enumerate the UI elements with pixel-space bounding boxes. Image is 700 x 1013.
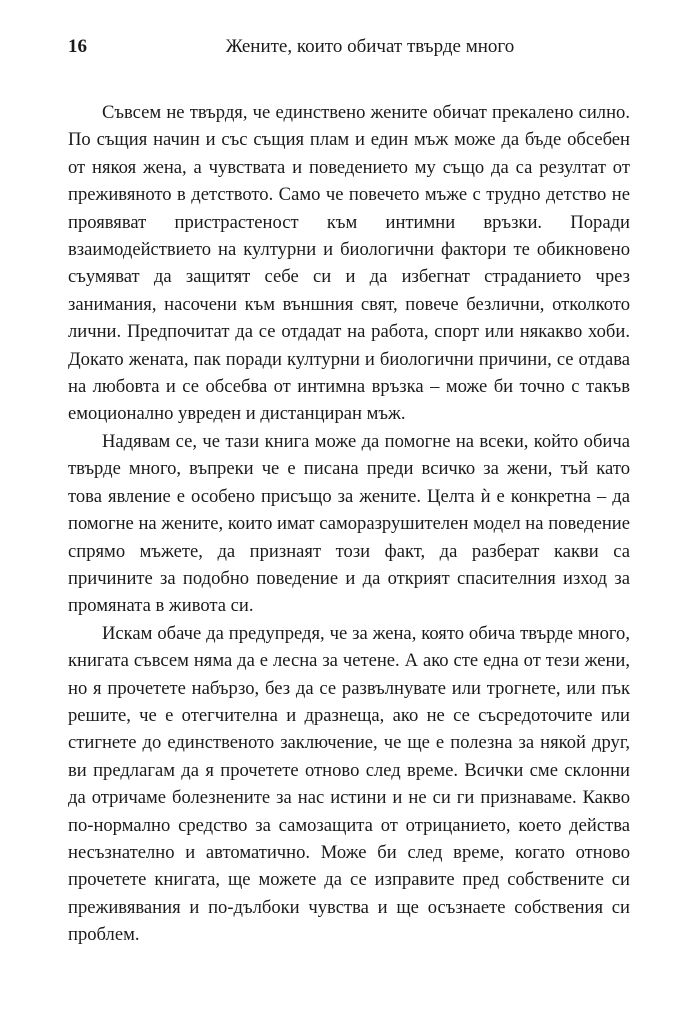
paragraph-1: Съвсем не твърдя, че единствено жените обичат прекалено силно. По същия начин и със същия плам и един мъж може да бъде обсебен от някоя жена, а чувствата и поведението му също да са резултат от преживяното в детството. Само че повечето мъже с трудно детство не проявяват пристрастеност към интимни връзки. Поради взаимодействието на културни и биологични фактори те обикновено съумяват да защитят себе си и да избегнат страданието чрез занимания, насочени към външния свят, повече безлични, отколкото лични. Предпочитат да се отдадат на работа, спорт или някакво хоби. Докато жената, пак поради културни и биологични причини, се отдава на любовта и се обсебва от интимна връзка – може би точно с такъв емоционално увреден и дистанциран мъж. — [68, 102, 630, 425]
running-head — [68, 34, 632, 64]
paragraph-3: Искам обаче да предупредя, че за жена, която обича твърде много, книгата съвсем няма да е лесна за четене. А ако сте една от тези жени, но я прочетете набързо, без да се развълнувате или трогнете, или пък решите, че е отегчителна и дразнеща, ако не се съсредоточите или стигнете до единственото заключение, че ще е полезна за някой друг, ви предлагам да я прочетете отново след време. Всички сме склонни да отричаме болезнените за нас истини и не си ги признаваме. Какво по-нормално средство за самозащита от отрицанието, което действа несъзнателно и автоматично. Може би след време, когато отново прочетете книгата, ще можете да се изправите пред собствените си преживявания и по-дълбоки чувства и ще осъзнаете собствения си проблем. — [68, 622, 630, 946]
book-title: Жените, които обичат твърде много — [225, 36, 515, 57]
text-body — [68, 99, 630, 949]
page-number: 16 — [68, 36, 87, 57]
paragraph-2: Надявам се, че тази книга може да помогне на всеки, който обича твърде много, въпреки че е писана преди всичко за жени, тъй като това явление е особено присъщо за жените. Целта ѝ е конкретна – да помогне на жените, които имат саморазрушителен модел на поведение спрямо мъжете, да признаят този факт, да разберат какви са причините за подобно поведение и да открият спасителния изход за промяната в живота си. — [68, 430, 630, 617]
